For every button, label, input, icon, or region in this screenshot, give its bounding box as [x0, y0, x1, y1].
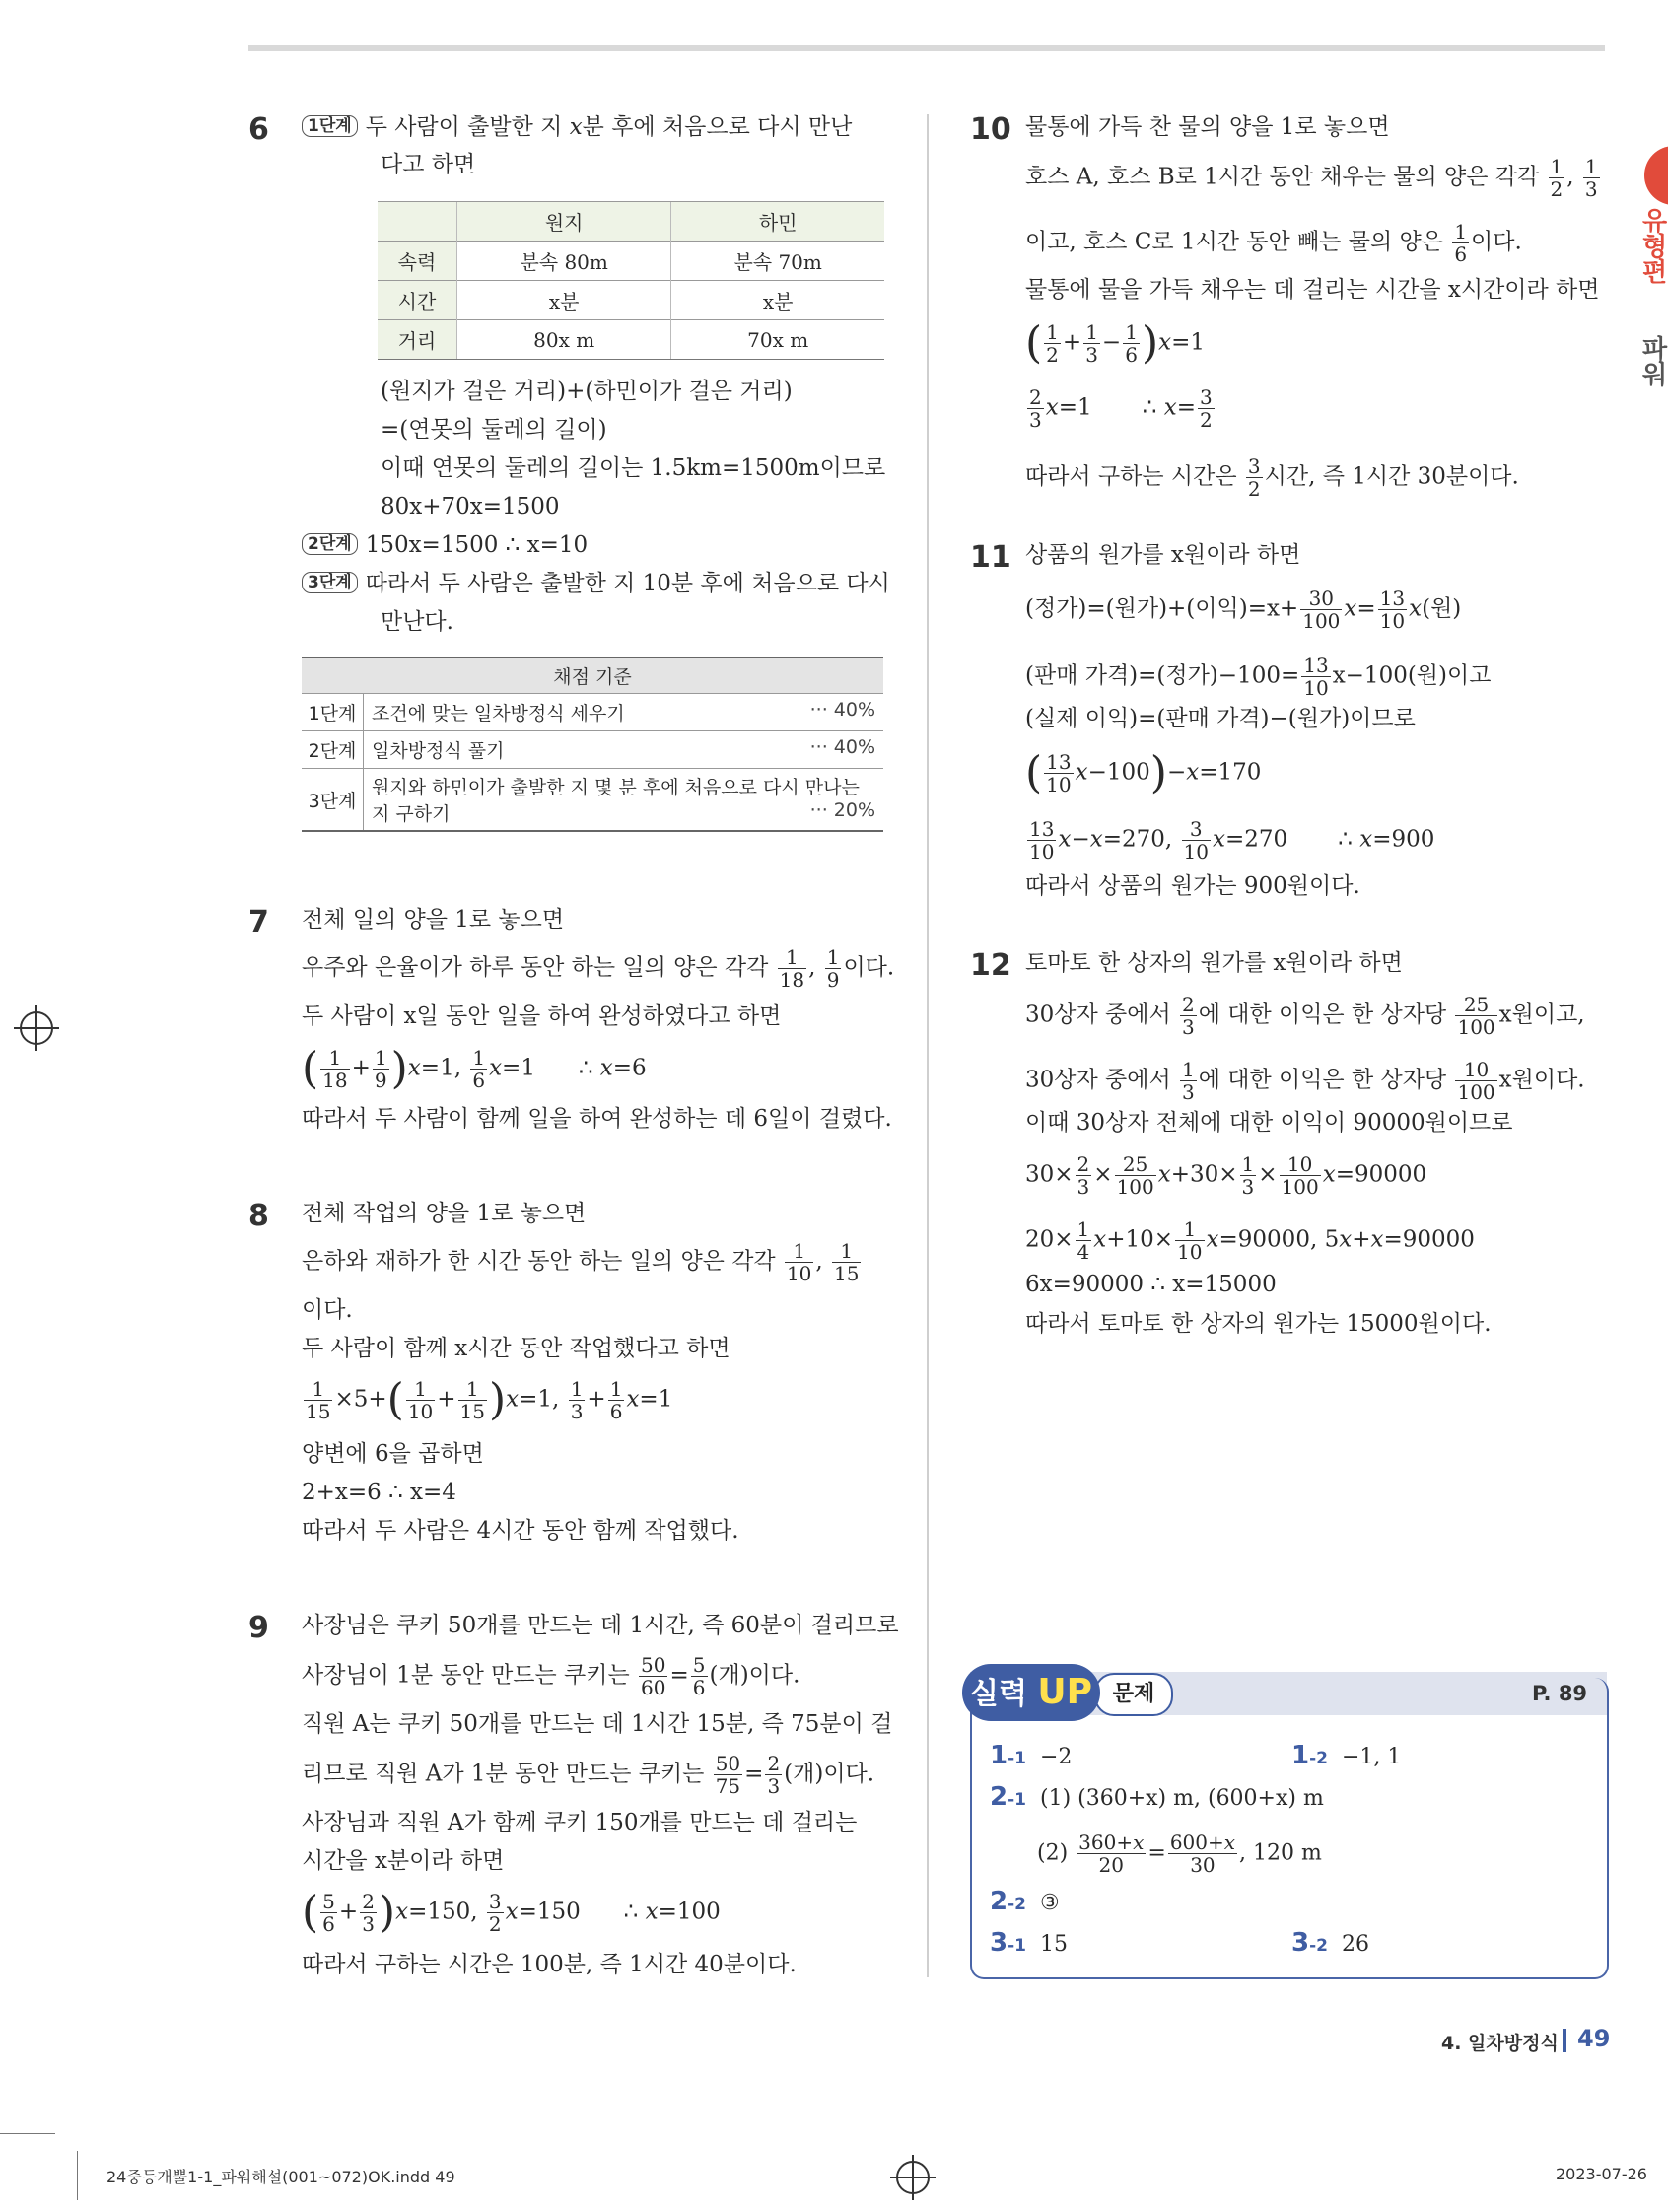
problem-7-line-5: 따라서 두 사람이 함께 일을 하여 완성하는 데 6일이 걸렸다.	[302, 1106, 892, 1132]
footer-divider	[1563, 2029, 1566, 2052]
column-divider	[927, 114, 929, 1977]
table-cell: 1단계	[302, 694, 364, 731]
table-cell: 거리	[378, 320, 457, 360]
problem-9-line-1: 사장님은 쿠키 50개를 만드는 데 1시간, 즉 60분이 걸리므로	[302, 1613, 899, 1638]
problem-9-line-5: 사장님과 직원 A가 함께 쿠키 150개를 만드는 데 걸리는	[302, 1810, 858, 1835]
text: 실력	[969, 1677, 1027, 1711]
answer-2-2: 2-2 ③	[990, 1887, 1060, 1916]
problem-6-line-9: 만난다.	[381, 609, 453, 635]
table-cell: 3단계	[302, 769, 364, 832]
text: (개)이다.	[709, 1662, 800, 1689]
page-number: 49	[1577, 2025, 1611, 2052]
text: 이고, 호스 C로 1시간 동안 빼는 물의 양은	[1025, 229, 1451, 255]
table-header: 채점 기준	[302, 657, 883, 694]
text: (정가)=(원가)+(이익)=x+	[1025, 595, 1299, 622]
text: 시간, 즉 1시간 30분이다.	[1264, 463, 1519, 490]
crop-mark	[77, 2151, 78, 2200]
problem-8-line-1: 전체 작업의 양을 1로 놓으면	[302, 1201, 587, 1226]
problem-9-line-6: 시간을 x분이라 하면	[302, 1848, 505, 1874]
table-cell: 분속 80m	[457, 242, 671, 281]
problem-8-line-2: 은하와 재하가 한 시간 동안 하는 일의 양은 각각 $\frac{1}{10}$ , $\frac{1}{15}$	[302, 1239, 860, 1285]
table-header: 하민	[671, 202, 884, 242]
text: 따라서 두 사람은 출발한 지 10분 후에 처음으로 다시	[365, 571, 890, 596]
speed-time-distance-table	[378, 201, 884, 360]
text: 이다.	[843, 954, 895, 981]
problem-10-line-4: 물통에 물을 가득 채우는 데 걸리는 시간을 x시간이라 하면	[1025, 277, 1600, 303]
problem-number: 10	[970, 112, 1011, 147]
crop-mark	[0, 2133, 55, 2134]
text: 26	[1341, 1932, 1369, 1957]
problem-10-line-1: 물통에 가득 찬 물의 양을 1로 놓으면	[1025, 114, 1390, 140]
problem-6-line-2: 다고 하면	[381, 152, 476, 177]
problem-8-line-3: 이다.	[302, 1297, 353, 1323]
text: 우주와 은율이가 하루 동안 하는 일의 양은 각각	[302, 954, 776, 981]
problem-12-line-3: 30상자 중에서 $\frac{1}{3}$ 에 대한 이익은 한 상자당 $\frac{10}{100}$ x원이다.	[1025, 1058, 1585, 1104]
problem-12-line-7: 6x=90000 ∴ x=15000	[1025, 1272, 1277, 1297]
problem-number: 7	[248, 905, 269, 939]
table-header	[378, 202, 457, 242]
fraction: $\frac{1}{9}$	[826, 945, 840, 992]
answer-1-1: 1-1 −2	[990, 1741, 1073, 1770]
problem-8-line-5: $\frac{1}{15}$ ×5+( $\frac{1}{10}$ + $\frac{1}{15}$ )x=1, $\frac{1}{3}$ + $\frac{1}{6}$ x=1	[306, 1374, 673, 1425]
text: 원지와 하민이가 출발한 지 몇 분 후에 처음으로 다시 만나는 지 구하기	[372, 777, 860, 825]
problem-12-line-4: 이때 30상자 전체에 대한 이익이 90000원이므로	[1025, 1110, 1513, 1136]
problem-6-line-7	[302, 530, 588, 560]
section-tab-marker	[1644, 146, 1668, 205]
text: ③	[1039, 1891, 1060, 1915]
text: x원이다.	[1498, 1067, 1585, 1093]
text: x원이고,	[1498, 1002, 1585, 1028]
text: 두 사람이 출발한 지	[365, 114, 570, 140]
table-cell: 2단계	[302, 731, 364, 769]
problem-8-line-6: 양변에 6을 곱하면	[302, 1441, 484, 1467]
text: 30상자 중에서	[1025, 1067, 1178, 1093]
problem-12-line-6: 20× $\frac{1}{4}$ x+10× $\frac{1}{10}$ x=90000, 5x+x=90000	[1025, 1217, 1475, 1264]
problem-8-line-4: 두 사람이 함께 x시간 동안 작업했다고 하면	[302, 1336, 730, 1361]
problem-10-line-6: $\frac{2}{3}$ x=1 ∴ x= $\frac{3}{2}$	[1029, 385, 1213, 432]
text: 이다.	[1471, 229, 1522, 255]
table-header: 원지	[457, 202, 671, 242]
problem-6-line-6: 80x+70x=1500	[381, 494, 560, 519]
top-rule	[248, 45, 1605, 51]
table-cell: 분속 70m	[671, 242, 884, 281]
print-date: 2023-07-26	[1556, 2165, 1647, 2183]
table-cell: 속력	[378, 242, 457, 281]
text: 150x=1500 ∴ x=10	[365, 532, 589, 558]
problem-number: 12	[970, 948, 1011, 983]
problem-12-line-2: 30상자 중에서 $\frac{2}{3}$ 에 대한 이익은 한 상자당 $\frac{25}{100}$ x원이고,	[1025, 993, 1585, 1039]
page-reference: P. 89	[1532, 1682, 1588, 1705]
text: (판매 가격)=(정가)−100=	[1025, 662, 1300, 689]
table-cell: x분	[457, 281, 671, 320]
text: −2	[1039, 1745, 1073, 1769]
source-filename: 24중등개뿔1-1_파워해설(001~072)OK.indd 49	[106, 2168, 455, 2186]
problem-12-line-8: 따라서 토마토 한 상자의 원가는 15000원이다.	[1025, 1311, 1492, 1337]
problem-8-line-7: 2+x=6 ∴ x=4	[302, 1480, 456, 1505]
problem-12-line-5: 30× $\frac{2}{3}$ × $\frac{25}{100}$ x+30× $\frac{1}{3}$ × $\frac{10}{100}$ x=90000	[1025, 1152, 1427, 1199]
problem-9-line-2: 사장님이 1분 동안 만드는 쿠키는 $\frac{50}{60}$ = $\frac{5}{6}$ (개)이다.	[302, 1653, 800, 1699]
answer-box-badge	[962, 1664, 1100, 1721]
problem-11-line-3: (판매 가격)=(정가)−100= $\frac{13}{10}$ x−100(원)이고	[1025, 654, 1492, 700]
text: 조건에 맞는 일차방정식 세우기	[372, 703, 625, 725]
text: x−100(원)이고	[1332, 662, 1492, 689]
text: −1, 1	[1341, 1745, 1402, 1769]
problem-6-line-8	[302, 569, 890, 598]
problem-11-line-7: 따라서 상품의 원가는 900원이다.	[1025, 873, 1360, 899]
scoring-criteria-table	[302, 657, 883, 832]
table-cell: 시간	[378, 281, 457, 320]
answer-2-1: 2-1 (1) (360+x) m, (600+x) m	[990, 1782, 1324, 1812]
step-badge: 3단계	[302, 572, 358, 593]
text: 따라서 구하는 시간은	[1025, 463, 1244, 490]
problem-6-line-1: 1단계 두 사람이 출발한 지 x분 후에 처음으로 다시 만난	[302, 112, 852, 142]
text: (1) (360+x) m, (600+x) m	[1039, 1786, 1324, 1811]
text: 사장님이 1분 동안 만드는 쿠키는	[302, 1662, 638, 1689]
table-cell	[364, 694, 884, 731]
table-cell: 70x m	[671, 320, 884, 360]
step-badge: 1단계	[302, 115, 358, 137]
problem-10-line-5: ( $\frac{1}{2}$ + $\frac{1}{3}$ − $\frac{1}{6}$ )x=1	[1025, 317, 1205, 369]
problem-7-line-3: 두 사람이 x일 동안 일을 하여 완성하였다고 하면	[302, 1003, 782, 1029]
table-cell: 80x m	[457, 320, 671, 360]
problem-11-line-2: (정가)=(원가)+(이익)=x+ $\frac{30}{100}$ x= $\frac{13}{10}$ x(원)	[1025, 587, 1462, 633]
problem-10-line-3: 이고, 호스 C로 1시간 동안 빼는 물의 양은 $\frac{1}{6}$ 이다.	[1025, 220, 1522, 266]
problem-9-line-8: 따라서 구하는 시간은 100분, 즉 1시간 40분이다.	[302, 1952, 797, 1977]
problem-11-line-1: 상품의 원가를 x원이라 하면	[1025, 542, 1301, 568]
problem-11-line-5: ( $\frac{13}{10}$ x−100)−x=170	[1025, 747, 1262, 798]
problem-9-line-7: ( $\frac{5}{6}$ + $\frac{2}{3}$ )x=150, $\frac{3}{2}$ x=150 ∴ x=100	[302, 1887, 721, 1938]
text: 호스 A, 호스 B로 1시간 동안 채우는 물의 양은 각각	[1025, 164, 1547, 190]
registration-mark-icon	[896, 2161, 930, 2194]
problem-7-line-4: ( $\frac{1}{18}$ + $\frac{1}{9}$ )x=1, $\frac{1}{6}$ x=1 ∴ x=6	[302, 1043, 647, 1094]
text: UP	[1037, 1672, 1093, 1712]
section-tab-label-2: 파워	[1637, 335, 1667, 386]
text: 에 대한 이익은 한 상자당	[1198, 1067, 1454, 1093]
text: 15	[1039, 1932, 1068, 1957]
text: 30상자 중에서	[1025, 1002, 1178, 1028]
text: ··· 40%	[809, 736, 875, 758]
fraction: $\frac{1}{18}$	[779, 945, 805, 992]
text: , 120 m	[1239, 1840, 1322, 1866]
answer-3-2: 3-2 26	[1291, 1928, 1369, 1958]
table-cell	[364, 769, 884, 832]
text: ··· 40%	[809, 699, 875, 721]
text: 분 후에 처음으로 다시 만난	[582, 114, 853, 140]
registration-mark-icon	[20, 1011, 53, 1045]
problem-9-line-4: 리므로 직원 A가 1분 동안 만드는 쿠키는 $\frac{50}{75}$ = $\frac{2}{3}$ (개)이다.	[302, 1752, 875, 1798]
text: 은하와 재하가 한 시간 동안 하는 일의 양은 각각	[302, 1248, 783, 1275]
chapter-title: 4. 일차방정식	[1441, 2033, 1559, 2054]
text: ··· 20%	[809, 799, 875, 821]
table-cell: x분	[671, 281, 884, 320]
problem-11-line-4: (실제 이익)=(판매 가격)−(원가)이므로	[1025, 706, 1416, 731]
problem-8-line-8: 따라서 두 사람은 4시간 동안 함께 작업했다.	[302, 1518, 739, 1544]
problem-6-line-3: (원지가 걸은 거리)+(하민이가 걸은 거리)	[381, 379, 793, 404]
answer-3-1: 3-1 15	[990, 1928, 1068, 1958]
answer-1-2: 1-2 −1, 1	[1291, 1741, 1402, 1770]
problem-number: 6	[248, 112, 269, 147]
step-badge: 2단계	[302, 533, 358, 555]
answer-box-subtitle: 문제	[1094, 1673, 1173, 1716]
problem-number: 11	[970, 540, 1011, 575]
problem-number: 8	[248, 1199, 269, 1233]
text: 에 대한 이익은 한 상자당	[1198, 1002, 1454, 1028]
section-tab-label: 유형편	[1637, 207, 1667, 284]
text: 리므로 직원 A가 1분 동안 만드는 쿠키는	[302, 1761, 712, 1787]
problem-7-line-1: 전체 일의 양을 1로 놓으면	[302, 907, 565, 933]
problem-6-line-4: =(연못의 둘레의 길이)	[381, 417, 607, 443]
problem-9-line-3: 직원 A는 쿠키 50개를 만드는 데 1시간 15분, 즉 75분이 걸	[302, 1711, 893, 1737]
problem-10-line-2: 호스 A, 호스 B로 1시간 동안 채우는 물의 양은 각각 $\frac{1}{2}$ , $\frac{1}{3}$	[1025, 155, 1598, 201]
problem-6-line-5: 이때 연못의 둘레의 길이는 1.5km=1500m이므로	[381, 455, 886, 481]
text: (개)이다.	[784, 1761, 875, 1787]
problem-number: 9	[248, 1611, 269, 1645]
problem-7-line-2: 우주와 은율이가 하루 동안 하는 일의 양은 각각 $\frac{1}{18}$ , $\frac{1}{9}$ 이다.	[302, 945, 895, 992]
answer-2-1-part-2: (2) $\frac{360+x}{20}$ = $\frac{600+x}{30}$ , 120 m	[1037, 1831, 1322, 1877]
text: 일차방정식 풀기	[372, 740, 505, 762]
problem-10-line-7: 따라서 구하는 시간은 $\frac{3}{2}$ 시간, 즉 1시간 30분이다.	[1025, 454, 1519, 501]
table-cell	[364, 731, 884, 769]
problem-11-line-6: $\frac{13}{10}$ x−x=270, $\frac{3}{10}$ x=270 ∴ x=900	[1029, 817, 1435, 864]
problem-12-line-1: 토마토 한 상자의 원가를 x원이라 하면	[1025, 950, 1403, 976]
text: (2)	[1037, 1840, 1069, 1866]
